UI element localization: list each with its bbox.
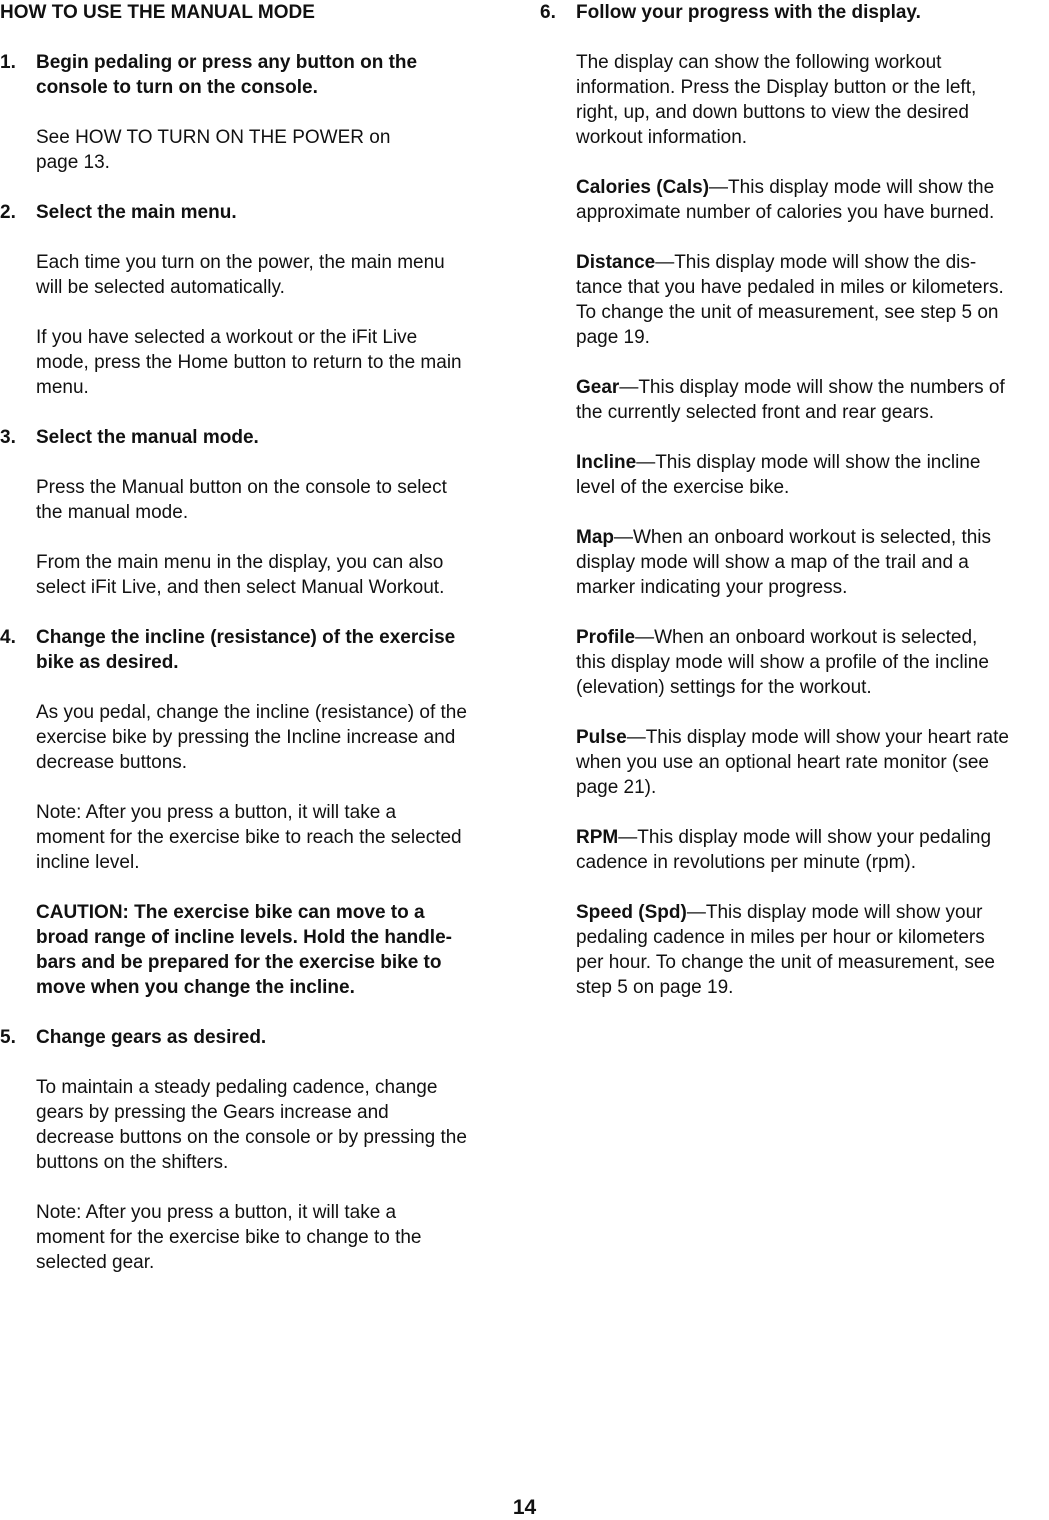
mode-description: —This display mode will show the bbox=[709, 177, 995, 198]
paragraph-line: gears by pressing the Gears increase and bbox=[36, 1102, 389, 1123]
mode-description: —This display mode will show your pedaling bbox=[618, 827, 992, 848]
step-title-line: Select the manual mode. bbox=[36, 427, 259, 448]
step-paragraph bbox=[36, 550, 512, 600]
paragraph-line: See HOW TO TURN ON THE POWER on bbox=[36, 127, 391, 148]
step-paragraph bbox=[36, 125, 512, 175]
step-6 bbox=[540, 0, 1049, 1000]
step-paragraph bbox=[36, 475, 512, 525]
caution-line: broad range of incline levels. Hold the handle- bbox=[36, 927, 452, 948]
paragraph-line: The display can show the following workout bbox=[576, 52, 942, 73]
step-5 bbox=[0, 1025, 512, 1275]
mode-description: page 21). bbox=[576, 777, 657, 798]
mode-description: To change the unit of measurement, see step 5 on bbox=[576, 302, 999, 323]
step-3 bbox=[0, 425, 512, 600]
mode-description: (elevation) settings for the workout. bbox=[576, 677, 872, 698]
paragraph-line: selected gear. bbox=[36, 1252, 155, 1273]
page-number: 14 bbox=[512, 1496, 537, 1519]
step-number: 4. bbox=[0, 627, 16, 648]
paragraph-line: menu. bbox=[36, 377, 89, 398]
step-title-line: Change gears as desired. bbox=[36, 1027, 267, 1048]
step-title-line: bike as desired. bbox=[36, 652, 179, 673]
mode-term: Calories (Cals) bbox=[576, 177, 710, 198]
display-mode-incline bbox=[576, 450, 1049, 500]
mode-description: —This display mode will show your heart rate bbox=[626, 727, 1009, 748]
caution-notice bbox=[36, 900, 512, 1000]
step-number: 2. bbox=[0, 202, 16, 223]
mode-description: when you use an optional heart rate monitor (see bbox=[576, 752, 989, 773]
paragraph-line: mode, press the Home button to return to the main bbox=[36, 352, 462, 373]
paragraph-line: select iFit Live, and then select Manual Workout. bbox=[36, 577, 445, 598]
display-mode-distance bbox=[576, 250, 1049, 350]
paragraph-line: right, up, and down buttons to view the desired bbox=[576, 102, 969, 123]
mode-term: Speed (Spd) bbox=[576, 902, 687, 923]
paragraph-line: To maintain a steady pedaling cadence, change bbox=[36, 1077, 438, 1098]
mode-term: Map bbox=[576, 527, 614, 548]
mode-description: per hour. To change the unit of measurement, see bbox=[576, 952, 995, 973]
step-1 bbox=[0, 50, 512, 175]
paragraph-line: buttons on the shifters. bbox=[36, 1152, 229, 1173]
mode-description: display mode will show a map of the trail and a bbox=[576, 552, 969, 573]
step-paragraph bbox=[36, 1075, 512, 1175]
caution-line: CAUTION: The exercise bike can move to a bbox=[36, 902, 425, 923]
step-paragraph bbox=[36, 325, 512, 400]
paragraph-line: exercise bike by pressing the Incline increase and bbox=[36, 727, 456, 748]
paragraph-line: page 13. bbox=[36, 152, 110, 173]
step-4 bbox=[0, 625, 512, 1000]
paragraph-line: Note: After you press a button, it will take a bbox=[36, 802, 397, 823]
paragraph-line: moment for the exercise bike to reach the selected bbox=[36, 827, 462, 848]
mode-term: RPM bbox=[576, 827, 619, 848]
step-title-line: Follow your progress with the display. bbox=[576, 2, 921, 23]
mode-description: —This display mode will show the incline bbox=[636, 452, 981, 473]
paragraph-line: Note: After you press a button, it will take a bbox=[36, 1202, 397, 1223]
mode-description: cadence in revolutions per minute (rpm). bbox=[576, 852, 917, 873]
caution-line: bars and be prepared for the exercise bike to bbox=[36, 952, 442, 973]
mode-description: the currently selected front and rear gears. bbox=[576, 402, 935, 423]
step-paragraph bbox=[36, 700, 512, 775]
paragraph-line: will be selected automatically. bbox=[36, 277, 285, 298]
caution-line: move when you change the incline. bbox=[36, 977, 355, 998]
paragraph-line: workout information. bbox=[576, 127, 748, 148]
mode-description: approximate number of calories you have burned. bbox=[576, 202, 995, 223]
mode-description: tance that you have pedaled in miles or kilometers. bbox=[576, 277, 1004, 298]
display-mode-speed bbox=[576, 900, 1049, 1000]
mode-term: Gear bbox=[576, 377, 620, 398]
display-mode-pulse bbox=[576, 725, 1049, 800]
step-number: 5. bbox=[0, 1027, 16, 1048]
step-paragraph bbox=[36, 1200, 512, 1275]
paragraph-line: incline level. bbox=[36, 852, 140, 873]
mode-description: —When an onboard workout is selected, bbox=[635, 627, 978, 648]
mode-description: marker indicating your progress. bbox=[576, 577, 848, 598]
mode-description: —This display mode will show your bbox=[686, 902, 983, 923]
step-paragraph bbox=[36, 800, 512, 875]
step-2 bbox=[0, 200, 512, 400]
display-mode-profile bbox=[576, 625, 1049, 700]
mode-term: Incline bbox=[576, 452, 637, 473]
paragraph-line: the manual mode. bbox=[36, 502, 189, 523]
mode-description: page 19. bbox=[576, 327, 650, 348]
paragraph-line: moment for the exercise bike to change to the bbox=[36, 1227, 422, 1248]
display-mode-map bbox=[576, 525, 1049, 600]
display-mode-gear bbox=[576, 375, 1049, 425]
paragraph-line: From the main menu in the display, you can also bbox=[36, 552, 444, 573]
paragraph-line: Press the Manual button on the console to select bbox=[36, 477, 447, 498]
mode-description: level of the exercise bike. bbox=[576, 477, 790, 498]
paragraph-line: decrease buttons on the console or by pressing the bbox=[36, 1127, 467, 1148]
mode-description: pedaling cadence in miles per hour or kilometers bbox=[576, 927, 985, 948]
step-paragraph bbox=[576, 50, 1049, 150]
paragraph-line: If you have selected a workout or the iFit Live bbox=[36, 327, 418, 348]
step-title bbox=[36, 50, 512, 100]
mode-description: this display mode will show a profile of the incline bbox=[576, 652, 989, 673]
right-column bbox=[540, 0, 1049, 1000]
step-number: 6. bbox=[540, 2, 556, 23]
paragraph-line: decrease buttons. bbox=[36, 752, 188, 773]
mode-description: —This display mode will show the numbers of bbox=[619, 377, 1005, 398]
step-title bbox=[36, 1025, 512, 1050]
step-number: 1. bbox=[0, 52, 16, 73]
mode-description: step 5 on page 19. bbox=[576, 977, 734, 998]
mode-term: Profile bbox=[576, 627, 636, 648]
mode-term: Pulse bbox=[576, 727, 627, 748]
step-number: 3. bbox=[0, 427, 16, 448]
step-title-line: Select the main menu. bbox=[36, 202, 237, 223]
section-heading: HOW TO USE THE MANUAL MODE bbox=[0, 2, 315, 23]
step-title bbox=[576, 0, 1049, 25]
step-paragraph bbox=[36, 250, 512, 300]
left-column bbox=[0, 0, 512, 1275]
paragraph-line: information. Press the Display button or the left, bbox=[576, 77, 977, 98]
step-title-line: Begin pedaling or press any button on the bbox=[36, 52, 418, 73]
step-title bbox=[36, 425, 512, 450]
step-title-line: Change the incline (resistance) of the exercise bbox=[36, 627, 456, 648]
display-mode-calories bbox=[576, 175, 1049, 225]
mode-description: —This display mode will show the dis- bbox=[655, 252, 977, 273]
paragraph-line: As you pedal, change the incline (resistance) of the bbox=[36, 702, 467, 723]
step-title bbox=[36, 625, 512, 675]
paragraph-line: Each time you turn on the power, the main menu bbox=[36, 252, 445, 273]
mode-term: Distance bbox=[576, 252, 656, 273]
mode-description: —When an onboard workout is selected, this bbox=[614, 527, 992, 548]
step-title-line: console to turn on the console. bbox=[36, 77, 318, 98]
display-mode-rpm bbox=[576, 825, 1049, 875]
step-title bbox=[36, 200, 512, 225]
